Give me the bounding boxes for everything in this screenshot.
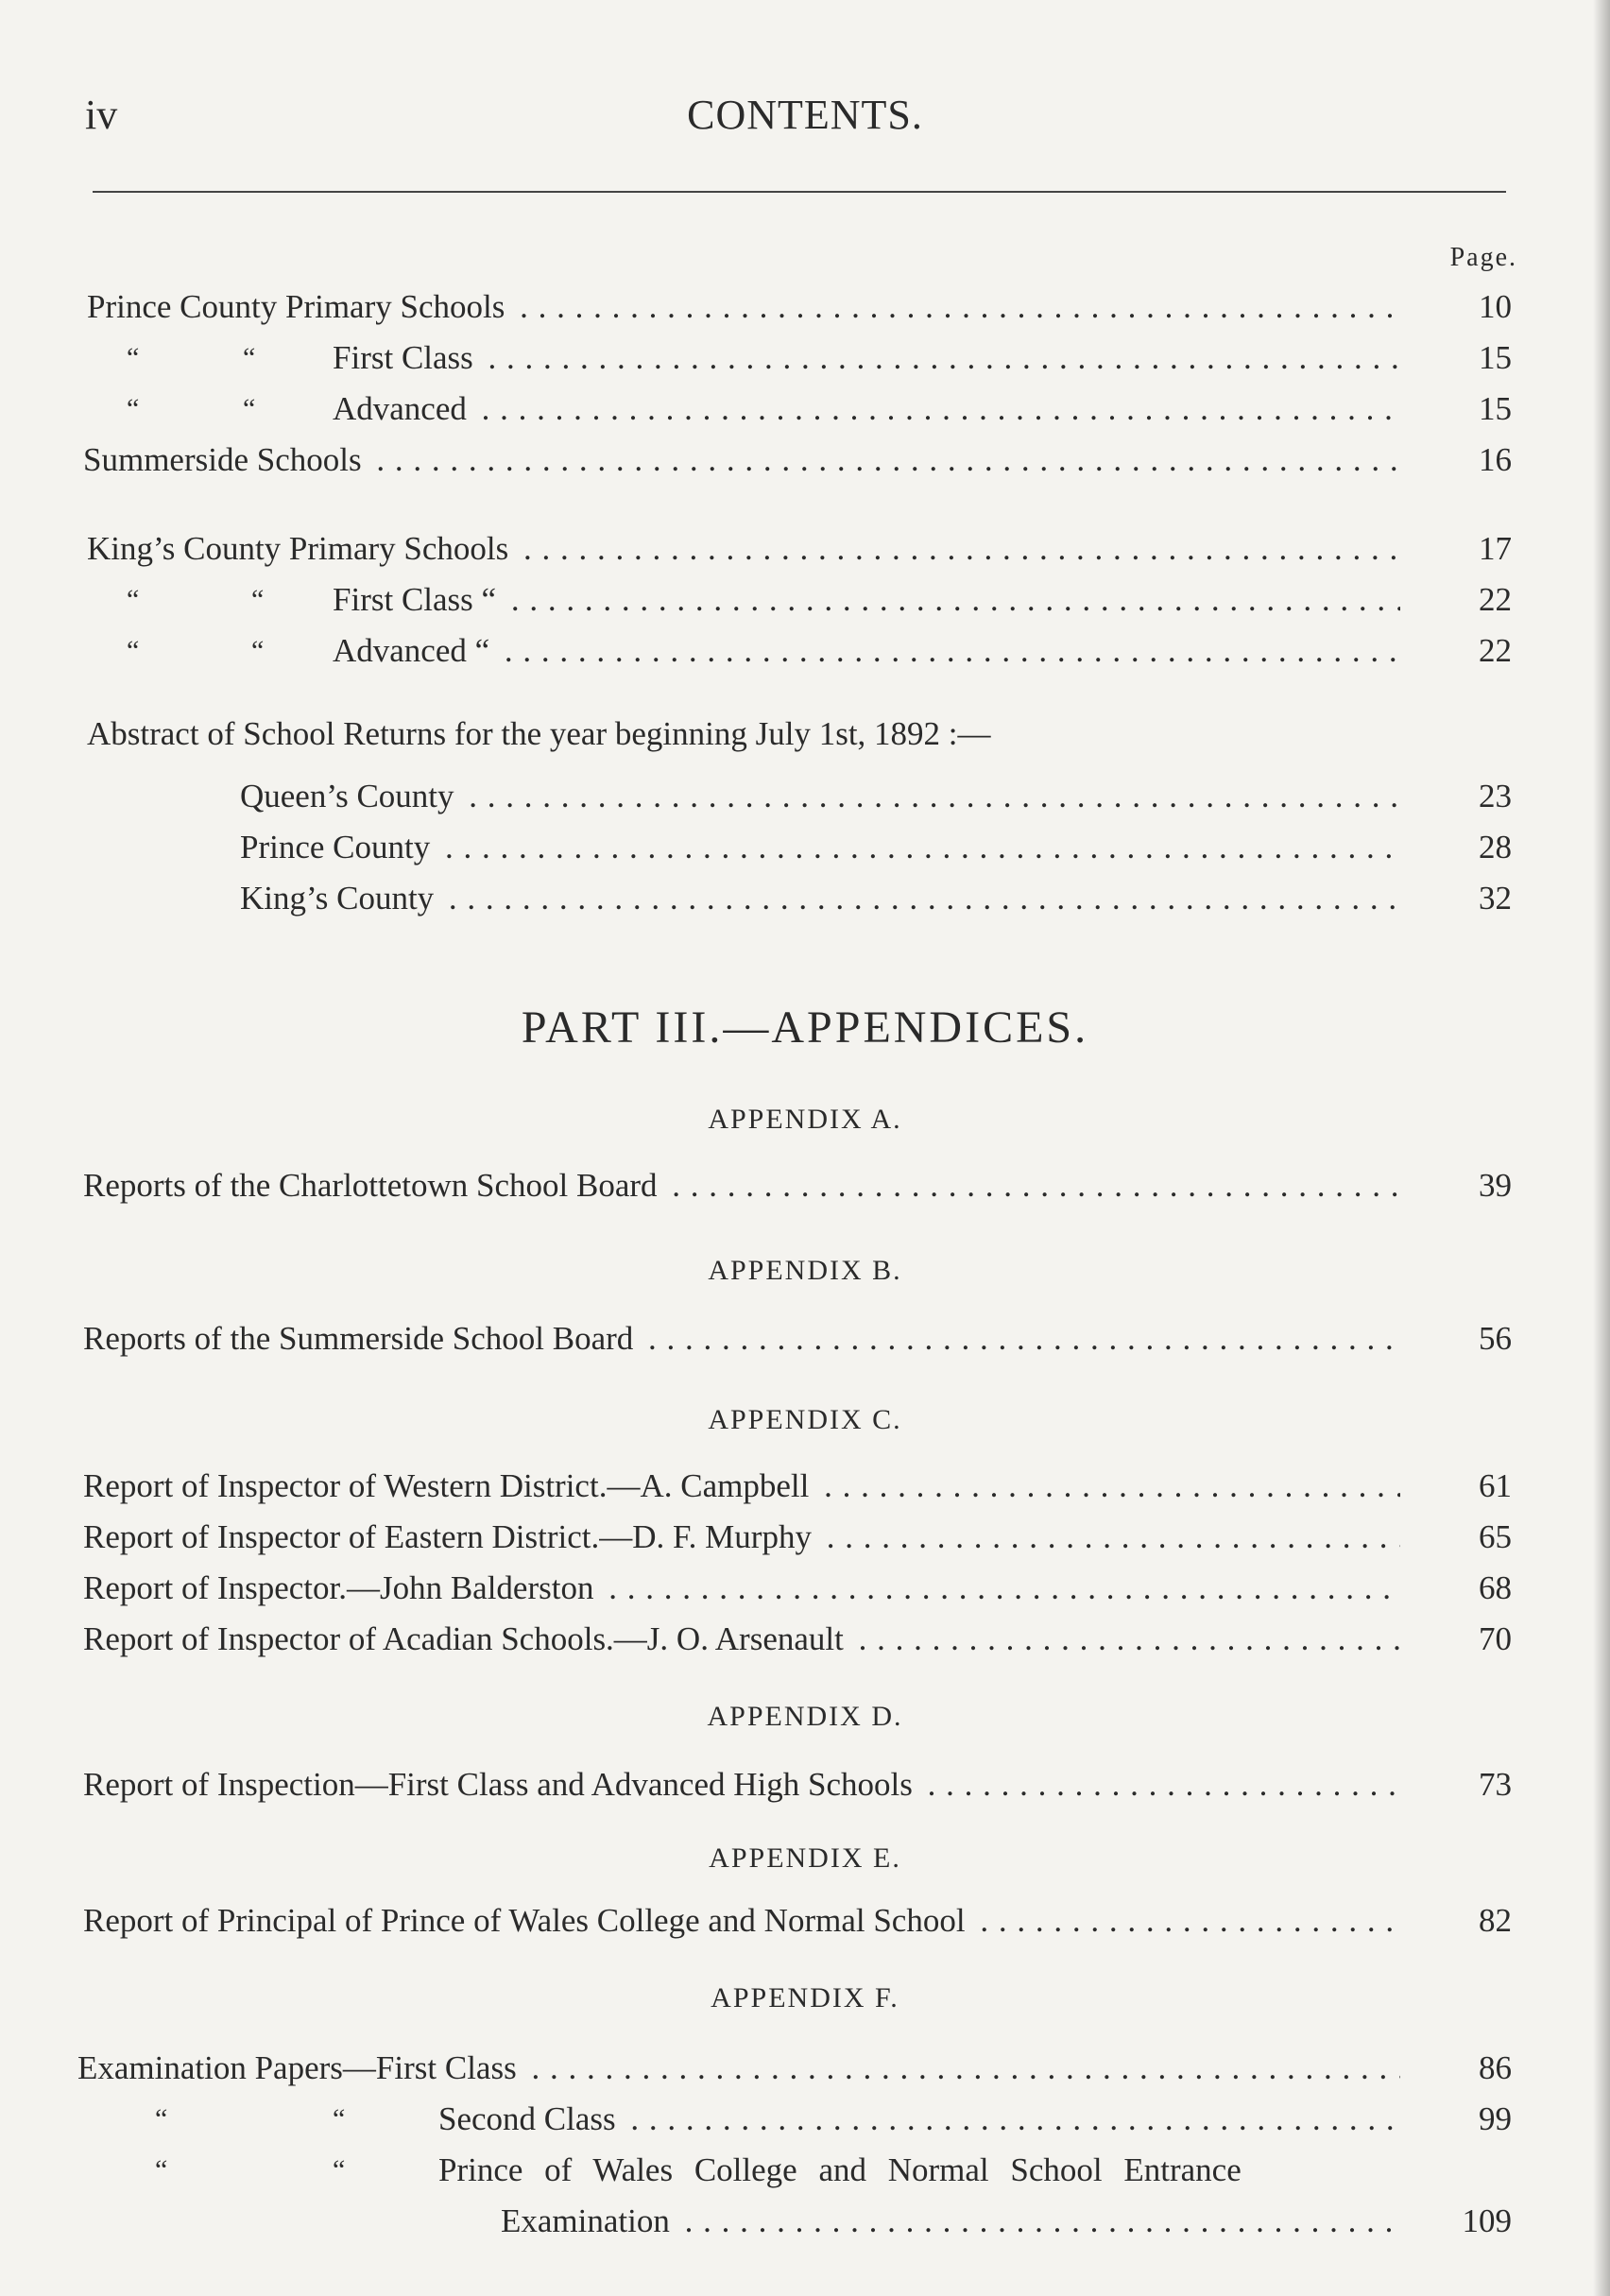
toc-page: 22 [1479,632,1512,669]
toc-row [0,875,1610,922]
toc-page: 61 [1479,1467,1512,1504]
toc-label: Report of Inspection—First Class and Advanced High Schools [83,1766,918,1803]
page-number: iv [85,92,118,138]
toc-row [0,437,1610,484]
toc-label: Report of Principal of Prince of Wales College and Normal School [83,1902,971,1939]
toc-label: Report of Inspector of Eastern District.—D. F. Murphy [83,1518,817,1555]
ditto-mark: “ [251,584,265,615]
toc-label: Prince County [240,829,436,865]
appendix-heading: APPENDIX A. [708,1104,902,1135]
toc-label: Report of Inspector of Acadian Schools.—J. O. Arsenault [83,1620,849,1657]
running-head: CONTENTS. [687,92,923,138]
toc-label: King’s County [240,880,439,917]
toc-page: 82 [1479,1902,1512,1939]
ditto-mark: “ [127,342,140,373]
toc-row [0,2096,1610,2143]
toc-page: 65 [1479,1518,1512,1555]
toc-label: Summerside Schools [83,441,368,478]
page-column-label: Page. [1449,243,1517,272]
toc-row [0,1897,1610,1945]
toc-page: 86 [1479,2049,1512,2086]
ditto-mark: “ [155,2103,168,2134]
toc-row [0,386,1610,433]
ditto-mark: “ [127,635,140,666]
toc-row [0,1315,1610,1362]
ditto-mark: “ [243,342,256,373]
appendix-heading: APPENDIX F. [711,1982,899,2013]
part-heading: PART III.—APPENDICES. [521,1002,1089,1053]
toc-label: King’s County Primary Schools [87,530,514,567]
toc-row [0,525,1610,573]
toc-label: Advanced [333,390,472,427]
header-rule [93,191,1506,193]
ditto-mark: “ [333,2103,346,2134]
toc-page: 16 [1479,441,1512,478]
toc-label: First Class “ [333,581,502,618]
toc-page: 10 [1479,288,1512,325]
toc-label: Prince of Wales College and Normal School Entrance [438,2151,1242,2188]
toc-page: 56 [1479,1320,1512,1357]
toc-page: 73 [1479,1766,1512,1803]
toc-row [0,2045,1610,2092]
toc-row [0,1565,1610,1612]
toc-label: Prince County Primary Schools [87,288,510,325]
ditto-mark: “ [243,393,256,424]
toc-page: 68 [1479,1569,1512,1606]
toc-label: Report of Inspector of Western District.—A. Campbell [83,1467,814,1504]
toc-page: 23 [1479,778,1512,814]
toc-page: 22 [1479,581,1512,618]
toc-row [0,1514,1610,1561]
abstract-heading: Abstract of School Returns for the year beginning July 1st, 1892 :— [87,715,991,752]
toc-page: 109 [1462,2202,1512,2239]
ditto-mark: “ [155,2154,168,2185]
toc-label: Reports of the Charlottetown School Board [83,1167,663,1204]
toc-row [0,627,1610,675]
toc-row [0,1616,1610,1663]
appendix-heading: APPENDIX D. [707,1701,903,1732]
toc-label: First Class [333,339,479,376]
toc-label: Report of Inspector.—John Balderston [83,1569,599,1606]
toc-row [0,576,1610,624]
toc-row [0,1463,1610,1510]
toc-row [0,824,1610,871]
appendix-heading: APPENDIX B. [708,1255,902,1286]
toc-label: Advanced “ [333,632,495,669]
toc-page: 70 [1479,1620,1512,1657]
toc-row [0,334,1610,382]
toc-row [0,773,1610,820]
toc-row [0,1162,1610,1209]
toc-label: Reports of the Summerside School Board [83,1320,639,1357]
toc-page: 15 [1479,390,1512,427]
toc-label: Examination [501,2202,676,2239]
toc-row [0,1761,1610,1808]
toc-page: 15 [1479,339,1512,376]
ditto-mark: “ [127,584,140,615]
appendix-heading: APPENDIX E. [709,1842,901,1874]
toc-label: Examination Papers—First Class [77,2049,522,2086]
appendix-heading: APPENDIX C. [708,1404,902,1435]
toc-row [0,283,1610,331]
toc-page: 17 [1479,530,1512,567]
toc-label: Queen’s County [240,778,460,814]
toc-row [0,2147,1610,2194]
toc-label: Second Class [438,2100,622,2137]
ditto-mark: “ [127,393,140,424]
toc-row [0,2198,1610,2245]
toc-page: 39 [1479,1167,1512,1204]
ditto-mark: “ [333,2154,346,2185]
toc-page: 32 [1479,880,1512,917]
toc-page: 99 [1479,2100,1512,2137]
toc-page: 28 [1479,829,1512,865]
ditto-mark: “ [251,635,265,666]
